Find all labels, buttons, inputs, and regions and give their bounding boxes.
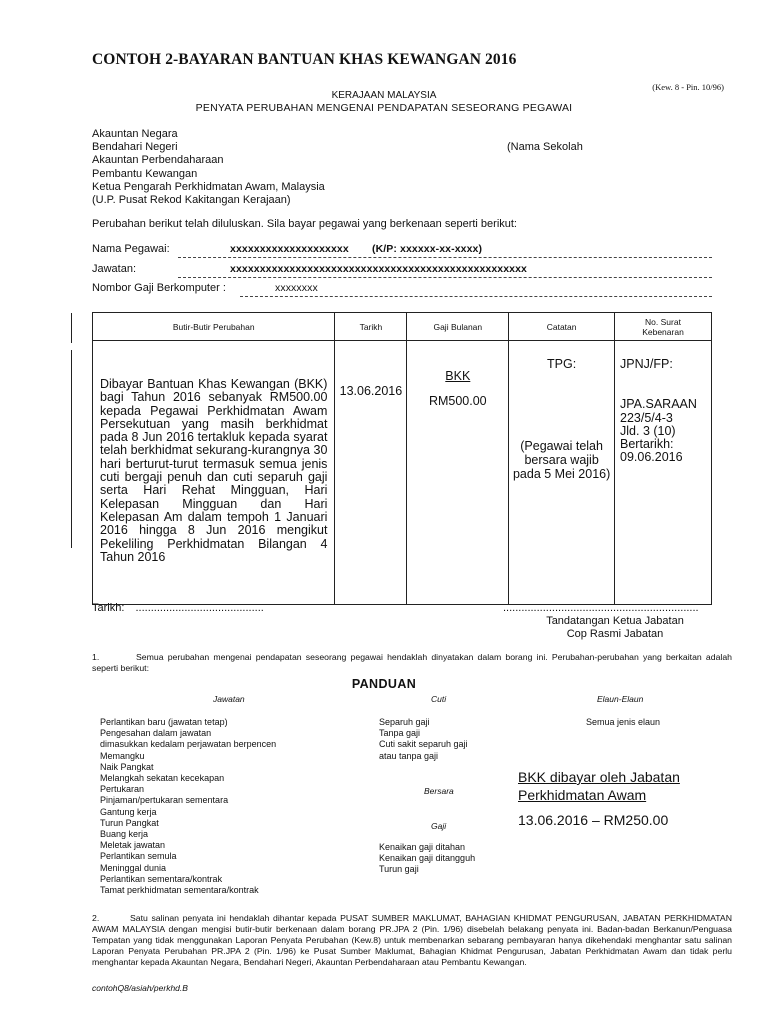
list-item: Melangkah sekatan kecekapan xyxy=(100,773,225,784)
list-item: Pinjaman/pertukaran sementara xyxy=(100,795,229,806)
bkk-note-line2: Perkhidmatan Awam xyxy=(518,787,647,803)
jawatan-dotted-line xyxy=(178,277,712,278)
bkk-note-line1: BKK dibayar oleh Jabatan xyxy=(518,769,680,785)
addressee-item: Ketua Pengarah Perkhidmatan Awam, Malaysia xyxy=(92,180,325,193)
catatan-note: (Pegawai telah bersara wajib pada 5 Mei 2016) xyxy=(512,439,611,482)
catatan-tpg: TPG: xyxy=(547,357,577,371)
cuti-list xyxy=(379,717,468,762)
list-item: Meletak jawatan xyxy=(100,840,166,851)
list-item: Cuti sakit separuh gaji xyxy=(379,739,468,750)
signature-line1: Tandatangan Ketua Jabatan xyxy=(546,615,684,627)
jawatan-list xyxy=(100,717,276,896)
table-header-row xyxy=(93,313,712,341)
list-item: Kenaikan gaji ditahan xyxy=(379,842,466,852)
list-item: Turun gaji xyxy=(379,864,419,875)
list-item: dimasukkan kedalam perjawatan berpencen xyxy=(100,739,277,750)
list-item: atau tanpa gaji xyxy=(379,750,439,761)
header-butir: Butir-Butir Perubahan xyxy=(93,313,335,341)
intro-text: Perubahan berikut telah diluluskan. Sila bayar pegawai yang berkenaan seperti berikut: xyxy=(92,218,517,230)
addressee-item: Pembantu Kewangan xyxy=(92,167,198,180)
list-item: Perlantikan sementara/kontrak xyxy=(100,873,223,884)
nama-pegawai-value: xxxxxxxxxxxxxxxxxxxx xyxy=(230,243,349,255)
paragraph-2 xyxy=(92,913,732,968)
list-item: Pertukaran xyxy=(100,784,145,795)
gaji-head: Gaji xyxy=(431,821,447,831)
table-row xyxy=(93,341,712,605)
para2-num: 2. xyxy=(92,913,100,923)
cell-butir xyxy=(93,341,335,605)
list-item: Gantung kerja xyxy=(100,806,157,817)
footer-ref: contohQ8/asiah/perkhd.B xyxy=(92,983,188,993)
header-catatan: Catatan xyxy=(509,313,615,341)
form-code: (Kew. 8 - Pin. 10/96) xyxy=(652,82,724,92)
list-item: Perlantikan baru (jawatan tetap) xyxy=(100,717,228,727)
header-penyata: PENYATA PERUBAHAN MENGENAI PENDAPATAN SESEORANG PEGAWAI xyxy=(195,102,573,114)
list-item: Memangku xyxy=(100,750,145,761)
para1-text: Semua perubahan mengenai pendapatan seseorang pegawai hendaklah dinyatakan dalam borang ini. Perubahan-perubahan yang berkaitan adalah seperti berikut: xyxy=(92,652,732,673)
surat-line: Bertarikh: xyxy=(620,437,674,452)
list-item: Turun Pangkat xyxy=(100,817,159,828)
cell-tarikh xyxy=(335,341,407,605)
tarikh-sig-dots: .......................................... xyxy=(135,602,264,614)
addressee-item: Bendahari Negeri xyxy=(92,141,178,154)
col-cuti: Cuti xyxy=(431,694,447,704)
list-item: Perlantikan semula xyxy=(100,851,177,862)
list-item: Separuh gaji xyxy=(379,717,430,727)
signature-line2: Cop Rasmi Jabatan xyxy=(566,628,664,640)
nombor-gaji-label: Nombor Gaji Berkomputer : xyxy=(92,282,226,294)
header-tarikh: Tarikh xyxy=(335,313,407,341)
list-item: Pengesahan dalam jawatan xyxy=(100,728,212,739)
list-item: Meninggal dunia xyxy=(100,862,167,873)
col-elaun: Elaun-Elaun xyxy=(597,694,644,704)
cell-surat xyxy=(615,341,712,605)
perubahan-table xyxy=(92,312,712,605)
col-jawatan: Jawatan xyxy=(213,694,245,704)
margin-mark xyxy=(71,350,72,548)
paragraph-1 xyxy=(92,652,732,674)
jawatan-label: Jawatan: xyxy=(92,263,137,275)
list-item: Buang kerja xyxy=(100,829,149,840)
kp-value: (K/P: xxxxxx-xx-xxxx) xyxy=(372,243,483,255)
tarikh-signature xyxy=(92,602,264,614)
list-item: Tamat perkhidmatan sementara/kontrak xyxy=(100,885,259,896)
list-item: Kenaikan gaji ditangguh xyxy=(379,853,476,864)
surat-line: 223/5/4-3 xyxy=(620,410,673,425)
tarikh-text: 13.06.2016 xyxy=(339,384,403,398)
gaji-bkk: BKK xyxy=(445,369,471,383)
butir-text: Dibayar Bantuan Khas Kewangan (BKK) bagi Tahun 2016 sebanyak RM500.00 kepada Pegawai Perkhidmatan Awam Persekutuan yang masih berkhidmat pada 8 Jun 2016 tertakluk kepada syarat telah berkhidmat sekurang-kurangnya 30 hari berturut-turut termasuk semua jenis cuti bergaji penuh dan cuti separuh gaji serta Hari Rehat Mingguan, Hari Kelepasan Mingguan dan Hari Kelepasan Am dalam tempoh 1 Januari 2016 hingga 8 Jun 2016 mengikut Pekeliling Perkhidmatan Bilangan 4 Tahun 2016 xyxy=(100,377,328,564)
addressee-item: (U.P. Pusat Rekod Kakitangan Kerajaan) xyxy=(92,194,291,207)
margin-mark xyxy=(71,313,72,343)
header-gaji: Gaji Bulanan xyxy=(407,313,509,341)
para2-text: Satu salinan penyata ini hendaklah dihantar kepada PUSAT SUMBER MAKLUMAT, BAHAGIAN KHIDMAT PENGURUSAN, JABATAN PERKHIDMATAN AWAM MALAYSIA dengan mengisi butir-butir berkenaan dalam borang PR.JPA 2 (Pin. 1/96) disebelah belakang penyata ini. Badan-badan Berkanun/Penguasa Tempatan yang tidak menggunakan Laporan Penyata Perubahan (Kew.8) untuk membenarkan sebarang pembayaran hanya dikehendaki menghantar satu salinan Laporan Penyata Perubahan PR.JPA 2 (Pin. 1/96) ke Pusat Sumber Maklumat, Bahagian Khidmat Pengurusan, Jabatan Perkhidmatan Awam dan tidak perlu menghantar kepada Akauntan Negara, Bendahari Negeri, Akauntan Perbendaharaan atau Pembantu Kewangan. xyxy=(92,913,732,967)
cell-catatan xyxy=(509,341,615,605)
header-surat: No. Surat Kebenaran xyxy=(615,313,712,341)
list-item: Semua jenis elaun xyxy=(586,717,661,727)
para1-num: 1. xyxy=(92,652,100,662)
nombor-gaji-value: xxxxxxxx xyxy=(275,282,318,294)
addressee-item: Akauntan Perbendaharaan xyxy=(92,154,224,167)
list-item: Tanpa gaji xyxy=(379,728,421,739)
surat-line: 09.06.2016 xyxy=(620,450,683,465)
bkk-note-line3: 13.06.2016 – RM250.00 xyxy=(518,812,669,828)
jawatan-value: xxxxxxxxxxxxxxxxxxxxxxxxxxxxxxxxxxxxxxxxxxxxxxxxxx xyxy=(230,263,527,275)
panduan-title: PANDUAN xyxy=(351,677,417,691)
bersara-head: Bersara xyxy=(424,786,454,796)
surat-line: JPNJ/FP: xyxy=(620,357,673,371)
document-title: CONTOH 2-BAYARAN BANTUAN KHAS KEWANGAN 2016 xyxy=(92,51,517,68)
nama-dotted-line xyxy=(178,257,712,258)
bkk-note xyxy=(518,768,680,804)
elaun-list xyxy=(586,717,660,728)
cell-gaji xyxy=(407,341,509,605)
nama-pegawai-label: Nama Pegawai: xyxy=(92,243,170,255)
surat-line: JPA.SARAAN xyxy=(620,397,697,412)
gaji-amount: RM500.00 xyxy=(428,394,487,409)
addressee-list xyxy=(92,128,325,207)
signature-dots: ................................................................ xyxy=(503,602,699,614)
surat-line: Jld. 3 (10) xyxy=(620,423,676,438)
tarikh-sig-label: Tarikh: xyxy=(92,602,125,614)
gaji-dotted-line xyxy=(240,296,712,297)
list-item: Naik Pangkat xyxy=(100,761,154,772)
gaji-list xyxy=(379,842,475,876)
addressee-item: Akauntan Negara xyxy=(92,128,178,140)
nama-sekolah: (Nama Sekolah xyxy=(507,141,583,153)
header-kerajaan: KERAJAAN MALAYSIA xyxy=(331,90,437,101)
